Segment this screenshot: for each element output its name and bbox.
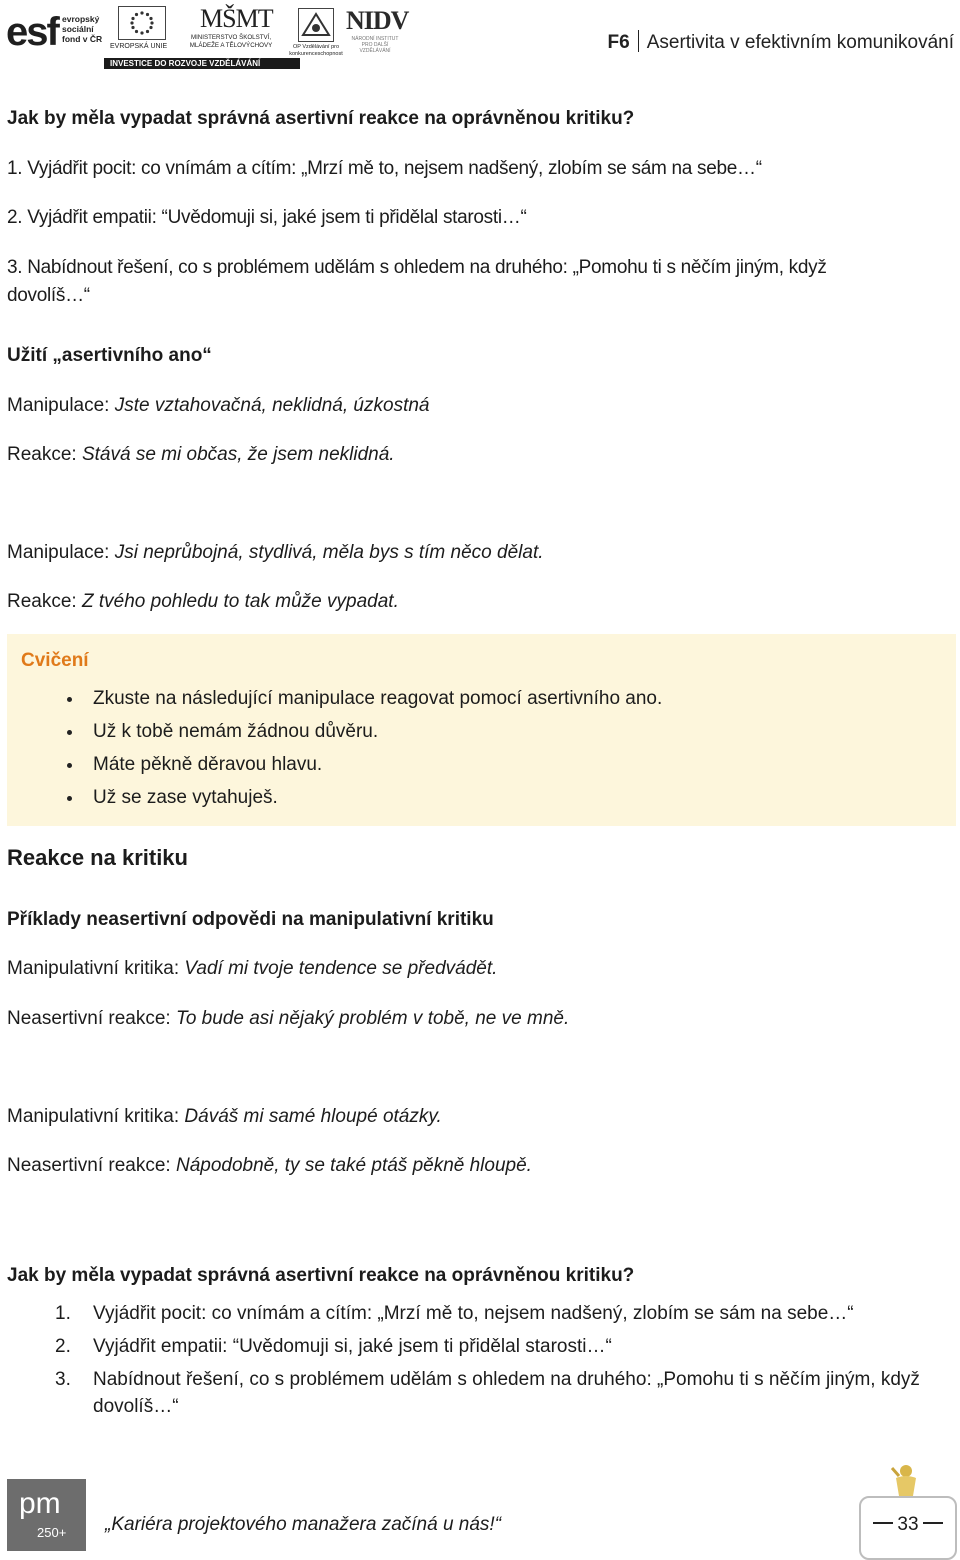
op-emblem-icon <box>298 8 334 42</box>
investment-bar: INVESTICE DO ROZVOJE VZDĚLÁVÁNÍ <box>104 58 300 69</box>
pm-logo <box>7 1479 86 1551</box>
criticism-label: Manipulativní kritika: <box>7 958 185 979</box>
exercise-box <box>7 634 956 826</box>
list-item: 1. Vyjádřit pocit: co vnímám a cítím: „Mrzí mě to, nejsem nadšený, zlobím se sám na sebe…“ <box>7 158 762 179</box>
exercise-item-text: Už k tobě nemám žádnou důvěru. <box>93 721 379 742</box>
nidv-text: NÁRODNÍ INSTITUT PRO DALŠÍ VZDĚLÁVÁNÍ <box>351 36 399 54</box>
exercise-list <box>7 686 662 818</box>
list-item: 2. Vyjádřit empatii: “Uvědomuji si, jaké jsem ti přidělal starosti…“ <box>7 207 527 228</box>
reaction-example <box>7 1007 569 1031</box>
criticism-text: Dáváš mi samé hloupé otázky. <box>184 1106 442 1127</box>
footer-slogan: „Kariéra projektového manažera začíná u nás!“ <box>105 1514 502 1535</box>
msmt-mark: MŠMT <box>200 4 273 33</box>
reaction-text: Z tvého pohledu to tak může vypadat. <box>81 591 399 612</box>
eu-logo <box>110 6 170 50</box>
title-separator <box>638 30 639 52</box>
manipulation-example <box>7 541 544 565</box>
list-number: 1. <box>55 1303 71 1324</box>
list-number: 2. <box>55 1336 71 1357</box>
eu-flag-icon <box>118 6 166 40</box>
module-title: Asertivita v efektivním komunikování <box>646 32 954 53</box>
page-number-value: 33 <box>897 1514 919 1535</box>
list-item-continuation: dovolíš…“ <box>7 285 90 306</box>
reaction-label: Reakce: <box>7 591 82 612</box>
page-header <box>0 0 960 82</box>
page-number <box>861 1514 955 1536</box>
exercise-item-text: Zkuste na následující manipulace reagovat pomocí asertivního ano. <box>93 688 663 709</box>
reaction-label: Neasertivní reakce: <box>7 1008 176 1029</box>
subheading: Příklady neasertivní odpovědi na manipulativní kritiku <box>7 909 494 930</box>
list-item-text: Vyjádřit pocit: co vnímám a cítím: „Mrzí mě to, nejsem nadšený, zlobím se sám na sebe…“ <box>93 1303 854 1324</box>
list-item <box>0 1300 943 1327</box>
op-logo <box>288 8 344 58</box>
question-heading: Jak by měla vypadat správná asertivní reakce na oprávněnou kritiku? <box>7 108 635 129</box>
list-item-text: Nabídnout řešení, co s problémem udělám s ohledem na druhého: „Pomohu ti s něčím jiným, když dovolíš…“ <box>93 1369 920 1417</box>
reaction-text: To bude asi nějaký problém v tobě, ne ve mně. <box>175 1008 570 1029</box>
dash-decoration <box>923 1522 943 1524</box>
reaction-label: Neasertivní reakce: <box>7 1155 176 1176</box>
pm-logo-mark: pm <box>19 1487 61 1520</box>
esf-logo <box>6 10 103 54</box>
pm-logo-years: 250+ <box>37 1525 67 1540</box>
list-number: 3. <box>55 1369 71 1390</box>
trophy-figure-icon <box>866 1462 936 1496</box>
document-title <box>608 30 954 54</box>
numbered-list <box>0 1300 943 1426</box>
list-item <box>0 1366 943 1420</box>
criticism-label: Manipulativní kritika: <box>7 1106 185 1127</box>
manipulation-text: Jsi neprůbojná, stydlivá, měla bys s tím něco dělat. <box>114 542 544 563</box>
op-text: OP Vzdělávání pro konkurenceschopnost <box>289 44 343 57</box>
exercise-item <box>7 785 662 818</box>
reaction-example <box>7 1154 532 1178</box>
exercise-item <box>7 752 662 785</box>
list-item <box>0 1333 943 1360</box>
exercise-item <box>7 719 662 752</box>
section-heading: Užití „asertivního ano“ <box>7 345 212 366</box>
msmt-logo <box>176 4 286 50</box>
exercise-title: Cvičení <box>21 650 89 671</box>
list-item-text: Vyjádřit empatii: “Uvědomuji si, jaké jsem ti přidělal starosti…“ <box>93 1336 612 1357</box>
eu-text: EVROPSKÁ UNIE <box>110 43 168 50</box>
bullet-icon <box>67 796 72 801</box>
criticism-example <box>7 1105 442 1129</box>
criticism-text: Vadí mi tvoje tendence se předvádět. <box>184 958 498 979</box>
criticism-example <box>7 957 497 981</box>
module-code: F6 <box>607 32 630 53</box>
esf-text-line: sociální <box>62 24 94 34</box>
question-heading: Jak by měla vypadat správná asertivní reakce na oprávněnou kritiku? <box>7 1265 635 1286</box>
exercise-item <box>7 686 662 719</box>
bullet-icon <box>67 697 72 702</box>
bullet-icon <box>67 763 72 768</box>
bullet-icon <box>67 730 72 735</box>
msmt-text: MINISTERSTVO ŠKOLSTVÍ, MLÁDEŽE A TĚLOVÝCHOVY <box>189 34 273 49</box>
esf-mark: esf <box>6 10 58 54</box>
list-item: 3. Nabídnout řešení, co s problémem udělám s ohledem na druhého: „Pomohu ti s něčím jiným, když <box>7 257 827 278</box>
reaction-example <box>7 590 399 614</box>
esf-text-line: evropský <box>62 14 100 24</box>
manipulation-label: Manipulace: <box>7 542 115 563</box>
manipulation-text: Jste vztahovačná, neklidná, úzkostná <box>114 395 430 416</box>
nidv-mark: NIDV <box>346 6 409 35</box>
page-number-box <box>859 1496 957 1560</box>
reaction-text: Nápodobně, ty se také ptáš pěkně hloupě. <box>175 1155 532 1176</box>
reaction-text: Stává se mi občas, že jsem neklidná. <box>81 444 395 465</box>
nidv-logo <box>346 6 409 54</box>
exercise-item-text: Máte pěkně děravou hlavu. <box>93 754 323 775</box>
manipulation-example <box>7 394 429 418</box>
reaction-example <box>7 443 395 467</box>
dash-decoration <box>873 1522 893 1524</box>
chapter-heading: Reakce na kritiku <box>7 845 188 870</box>
manipulation-label: Manipulace: <box>7 395 115 416</box>
reaction-label: Reakce: <box>7 444 82 465</box>
exercise-item-text: Už se zase vytahuješ. <box>93 787 278 808</box>
esf-text-line: fond v ČR <box>62 34 103 44</box>
